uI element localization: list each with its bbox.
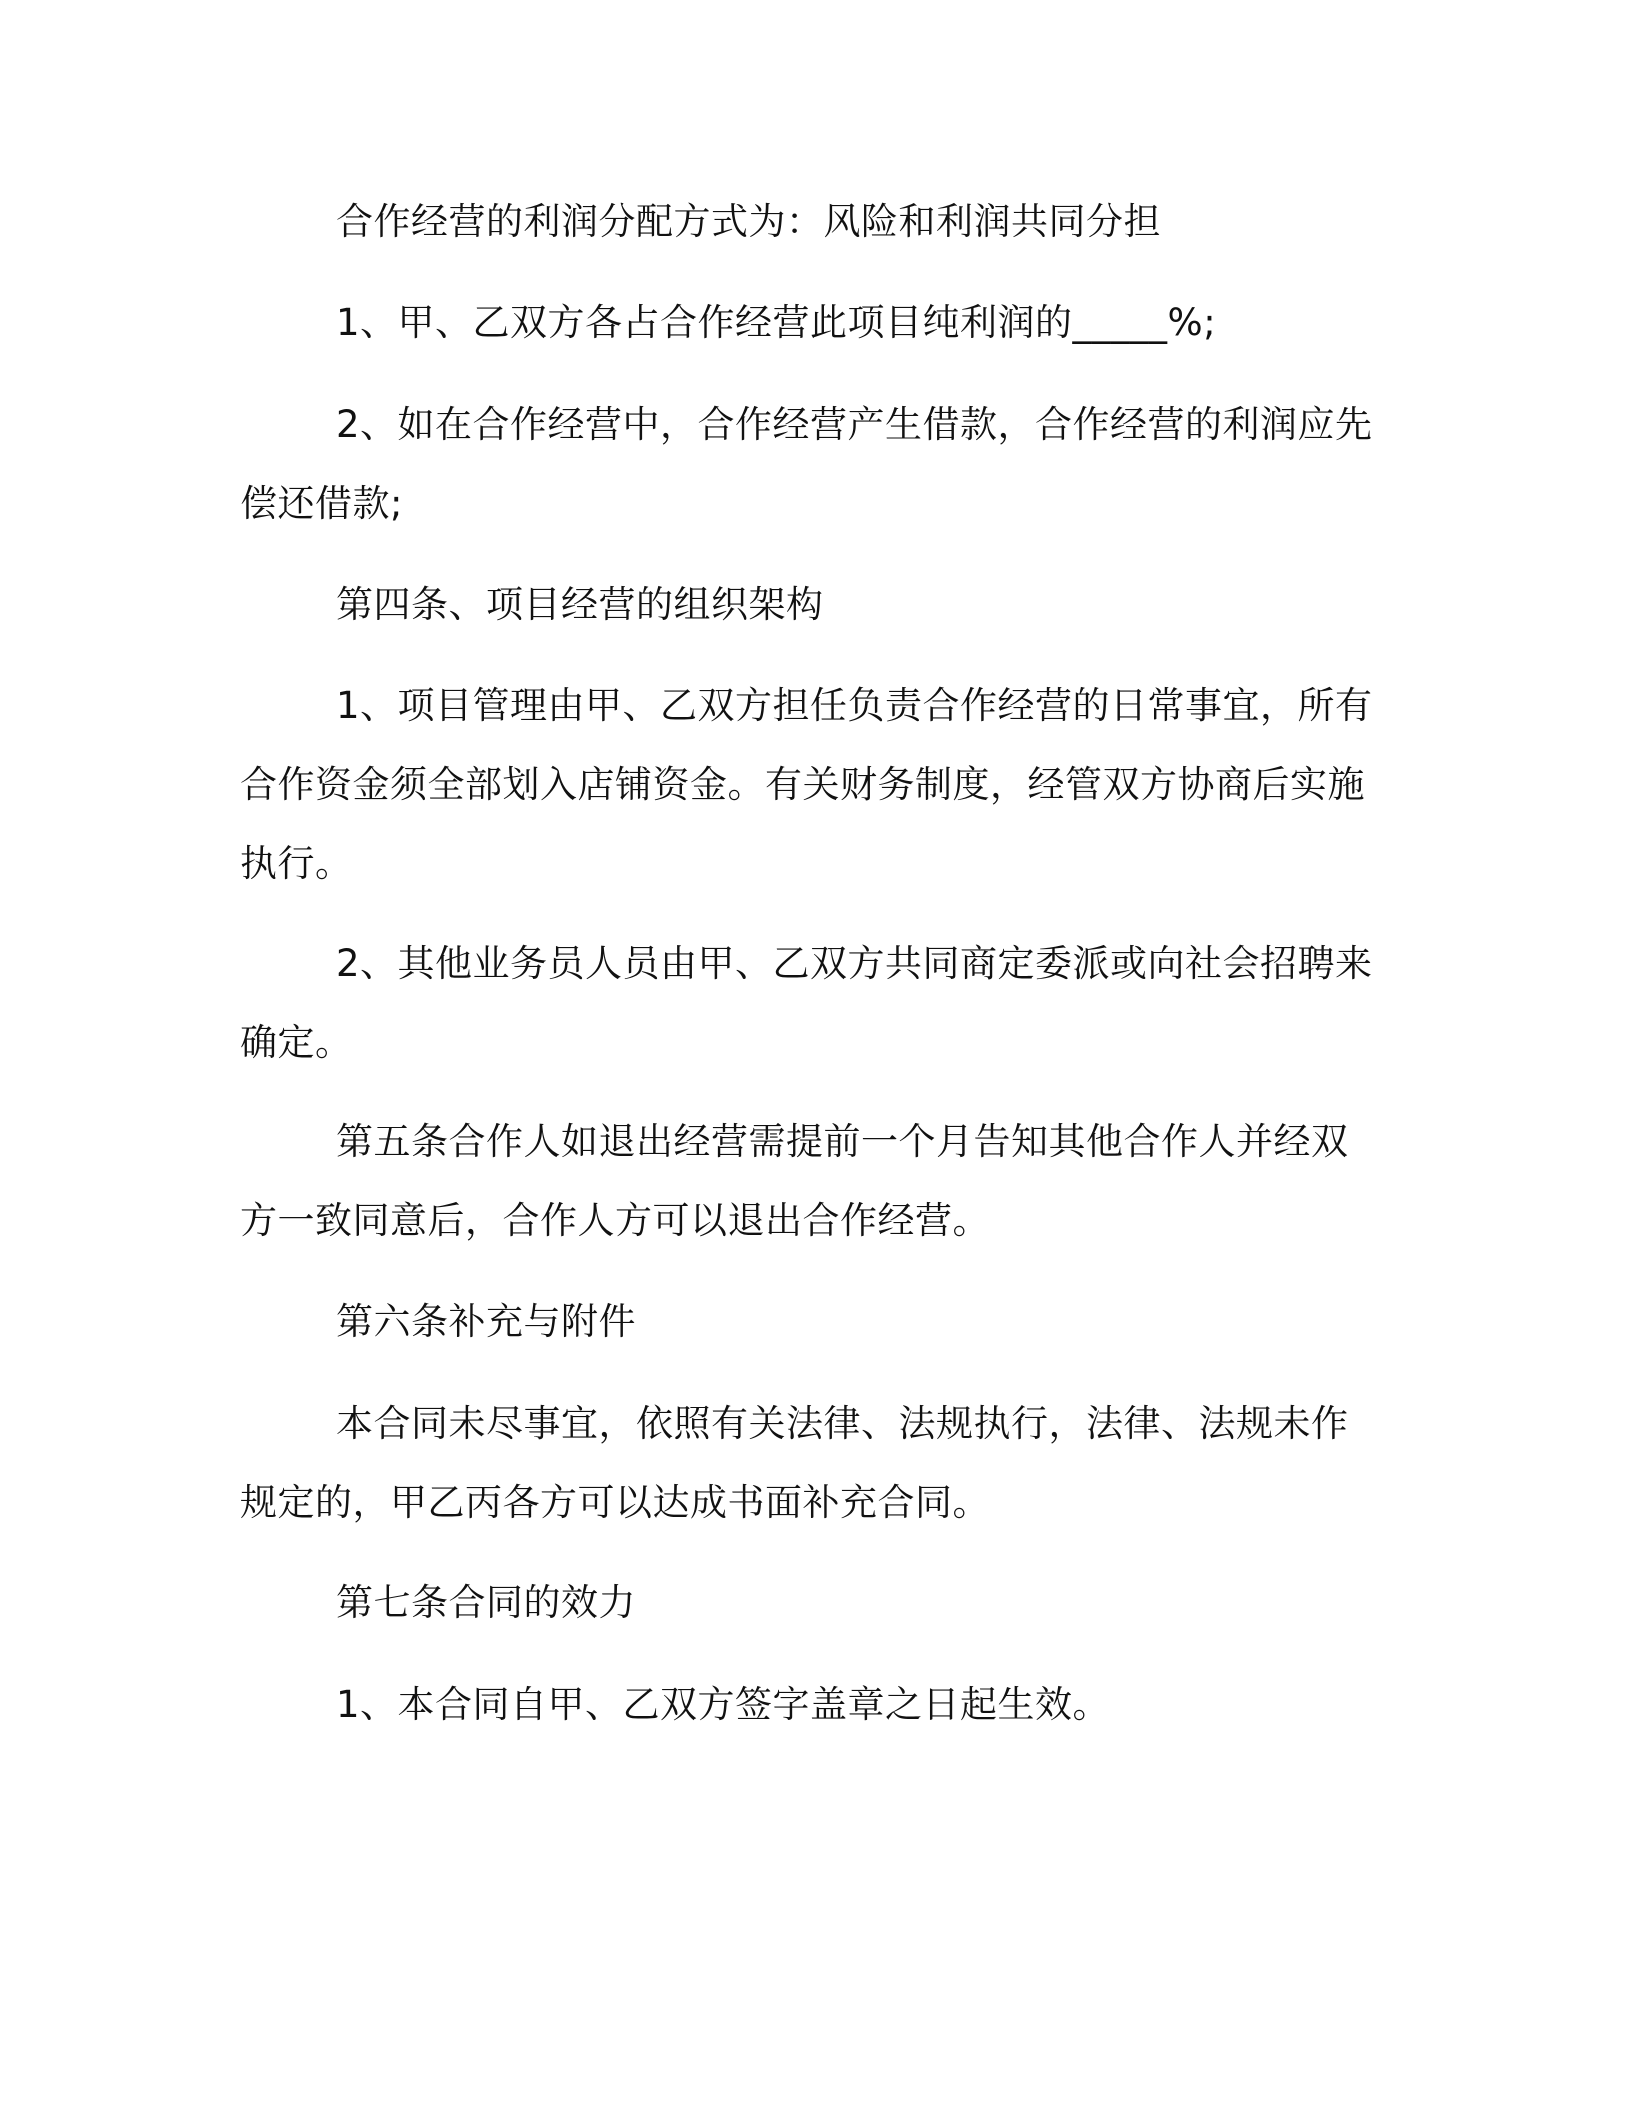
heading-article-six: 第六条补充与附件 [336,1300,636,1343]
paragraph-article-five: 第五条合作人如退出经营需提前一个月告知其他合作人并经双方一致同意后，合作人方可以退出合作经营。 [240,1120,1349,1242]
paragraph-profit-distribution: 合作经营的利润分配方式为：风险和利润共同分担 [336,200,1161,243]
paragraph-effective-date: 1、本合同自甲、乙双方签字盖章之日起生效。 [336,1683,1111,1726]
paragraph-loan-repayment: 2、如在合作经营中，合作经营产生借款，合作经营的利润应先偿还借款; [240,403,1373,525]
paragraph-project-management: 1、项目管理由甲、乙双方担任负责合作经营的日常事宜，所有合作资金须全部划入店铺资金。有关财务制度，经管双方协商后实施执行。 [240,684,1373,885]
paragraph-supplementary: 本合同未尽事宜，依照有关法律、法规执行，法律、法规未作规定的，甲乙丙各方可以达成书面补充合同。 [240,1402,1349,1524]
paragraph-profit-share: 1、甲、乙双方各占合作经营此项目纯利润的_____%; [336,301,1217,344]
heading-article-four: 第四条、项目经营的组织架构 [336,583,824,626]
heading-article-seven: 第七条合同的效力 [336,1581,636,1624]
paragraph-staff-appointment: 2、其他业务员人员由甲、乙双方共同商定委派或向社会招聘来确定。 [240,942,1373,1064]
